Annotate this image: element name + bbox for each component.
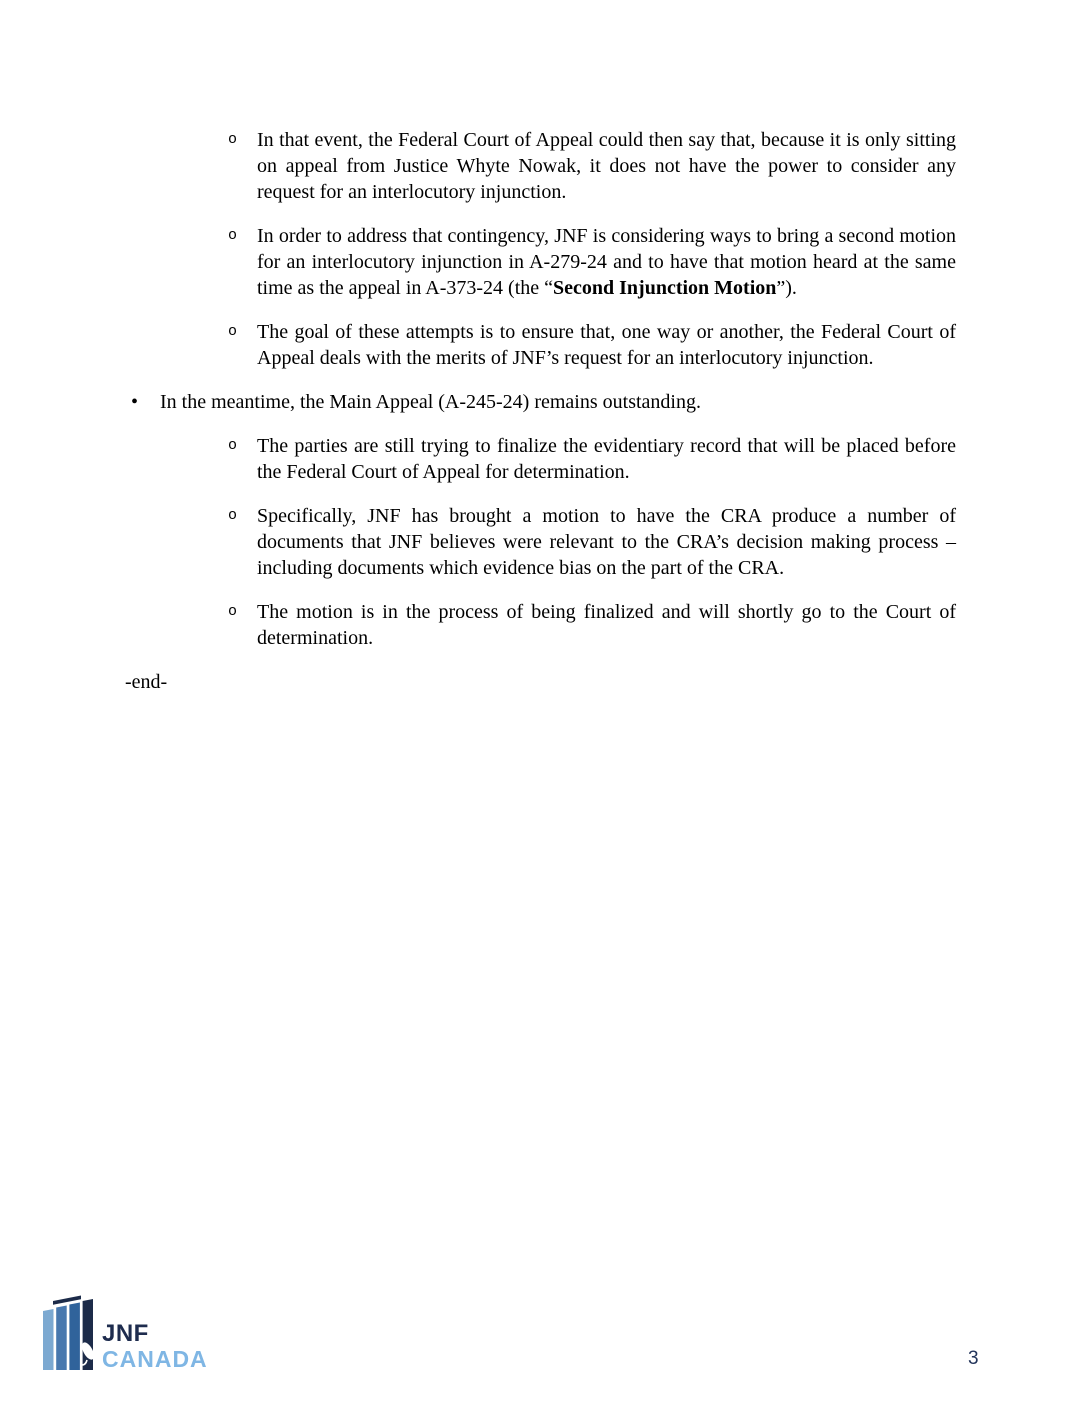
logo-text [102,1322,208,1371]
logo-bar-3 [69,1303,80,1371]
bullet-text: The goal of these attempts is to ensure that, one way or another, the Federal Court of Appeal deals with the merits of JNF’s request for an interlocutory injunction. [257,321,956,369]
bullet-item [125,127,956,205]
bullet-item [125,389,956,415]
page-number: 3 [968,1348,979,1369]
bullet-item [125,599,956,651]
document-body [125,127,956,695]
bullet-text: In that event, the Federal Court of Appeal could then say that, because it is only sitting on appeal from Justice Whyte Nowak, it does not have the power to consider any request for an interlocutory injunction. [257,129,956,203]
bullet-item [125,433,956,485]
logo-jnf-text: JNF [102,1320,149,1347]
sub-bullet-marker: o [228,227,238,244]
sub-bullet-marker: o [228,603,238,620]
bullet-item [125,503,956,581]
logo-bars-icon [43,1294,97,1374]
bullet-text [257,223,956,301]
sub-bullet-marker: o [228,507,238,524]
bullet-text: The motion is in the process of being finalized and will shortly go to the Court of determination. [257,601,956,649]
logo-bar-2 [56,1306,66,1371]
sub-bullet-marker: o [228,323,238,340]
bullet-text-bold: Second Injunction Motion [553,277,777,299]
bullet-item [125,319,956,371]
jnf-canada-logo [43,1294,213,1396]
sub-bullet-marker: o [228,437,238,454]
bullet-text-plain: ”). [776,277,797,299]
bullet-text: The parties are still trying to finalize the evidentiary record that will be placed before the Federal Court of Appeal for determination. [257,435,956,483]
sub-bullet-marker: o [228,131,238,148]
bullet-item [125,223,956,301]
logo-canada-text: CANADA [102,1346,208,1372]
bullet-text: Specifically, JNF has brought a motion to have the CRA produce a number of documents that JNF believes were relevant to the CRA’s decision making process – including documents which evidence bias on the part of the CRA. [257,505,956,579]
main-bullet-marker: • [131,391,139,413]
bullet-text: In the meantime, the Main Appeal (A-245-24) remains outstanding. [160,391,701,413]
end-marker: -end- [125,671,168,693]
bullet-text-plain: In order to address that contingency, JNF is considering ways to bring a second motion for an interlocutory injunction in A-279-24 and to have that motion heard at the same time as the appeal in A-373-24 (the “ [257,225,956,299]
logo-bar-1 [43,1309,54,1370]
